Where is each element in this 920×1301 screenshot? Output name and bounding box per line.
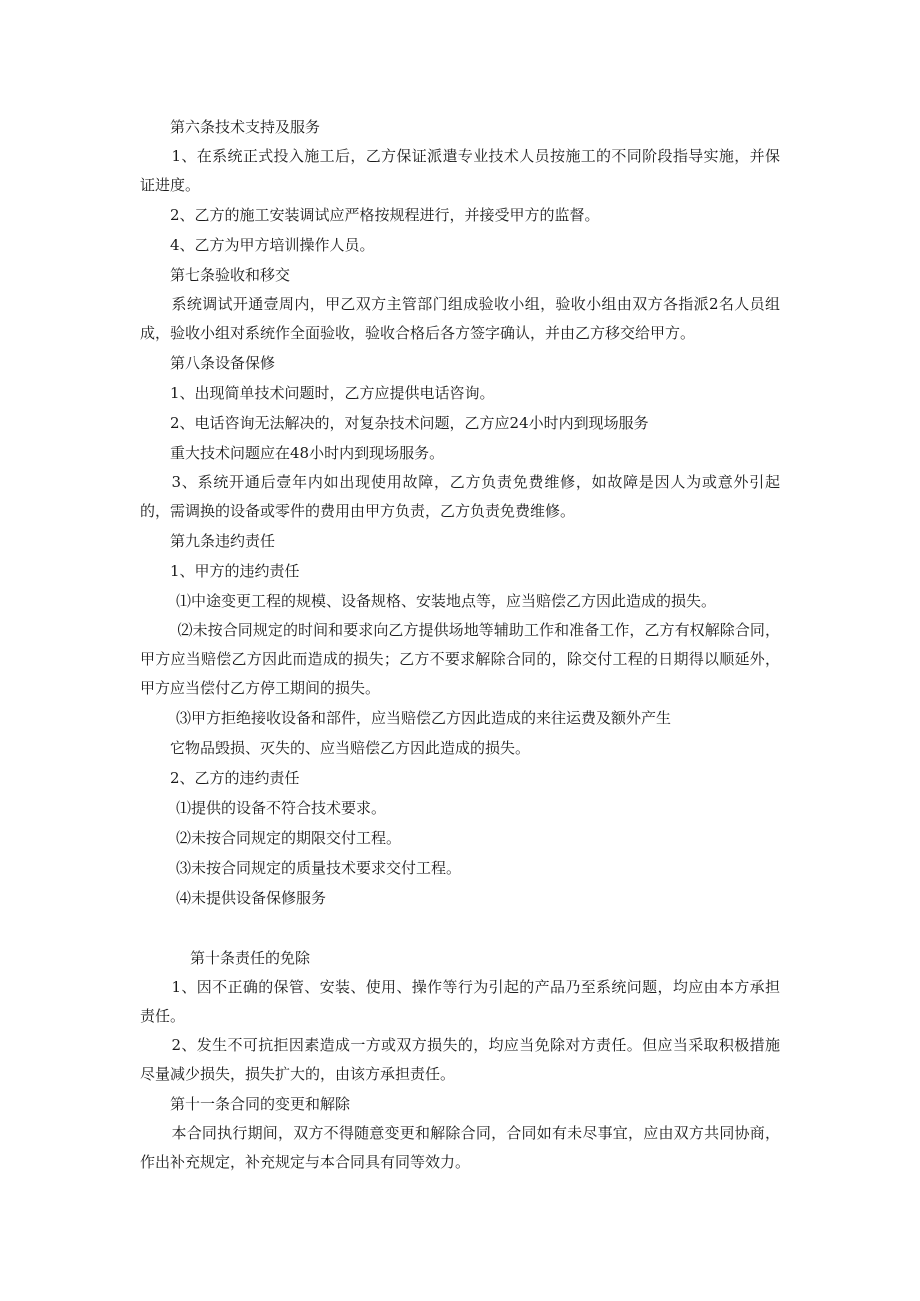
section-11-title: 第十一条合同的变更和解除 xyxy=(170,1095,351,1113)
document-body xyxy=(140,112,780,1177)
section-9-party-a-item-2: ⑵未按合同规定的时间和要求向乙方提供场地等辅助工作和准备工作，乙方有权解除合同，甲方应当赔偿乙方因此而造成的损失；乙方不要求解除合同的，除交付工程的日期得以顺延外，甲方应当偿付乙方停工期间的损失。 xyxy=(140,621,780,697)
section-9-party-a-title: 1、甲方的违约责任 xyxy=(170,562,300,580)
section-6-item-1: 1、在系统正式投入施工后，乙方保证派遣专业技术人员按施工的不同阶段指导实施，并保证进度。 xyxy=(140,147,780,194)
section-6-title: 第六条技术支持及服务 xyxy=(170,118,321,136)
section-9-party-b-title: 2、乙方的违约责任 xyxy=(170,769,300,787)
section-8-item-1: 1、出现简单技术问题时，乙方应提供电话咨询。 xyxy=(170,384,495,402)
section-7-paragraph: 系统调试开通壹周内，甲乙双方主管部门组成验收小组，验收小组由双方各指派2名人员组成，验收小组对系统作全面验收，验收合格后各方签字确认，并由乙方移交给甲方。 xyxy=(140,295,780,342)
section-9-party-b-item-3: ⑶未按合同规定的质量技术要求交付工程。 xyxy=(176,859,462,877)
section-9-party-a-item-3: ⑶甲方拒绝接收设备和部件，应当赔偿乙方因此造成的来往运费及额外产生 xyxy=(176,709,672,727)
section-11-paragraph: 本合同执行期间，双方不得随意变更和解除合同，合同如有未尽事宜，应由双方共同协商，作出补充规定，补充规定与本合同具有同等效力。 xyxy=(140,1124,780,1171)
section-10-title: 第十条责任的免除 xyxy=(190,949,311,967)
section-8-item-2-continued: 重大技术问题应在48小时内到现场服务。 xyxy=(170,444,445,462)
section-9-party-a-item-3-continued: 它物品毁损、灭失的、应当赔偿乙方因此造成的损失。 xyxy=(170,739,531,757)
section-9-party-a-item-1: ⑴中途变更工程的规模、设备规格、安装地点等，应当赔偿乙方因此造成的损失。 xyxy=(176,592,717,610)
section-6-item-4: 4、乙方为甲方培训操作人员。 xyxy=(170,236,375,254)
section-6-item-2: 2、乙方的施工安装调试应严格按规程进行，并接受甲方的监督。 xyxy=(170,206,600,224)
section-8-item-2: 2、电话咨询无法解决的，对复杂技术问题，乙方应24小时内到现场服务 xyxy=(170,414,649,432)
section-8-item-3: 3、系统开通后壹年内如出现使用故障，乙方负责免费维修，如故障是因人为或意外引起的，需调换的设备或零件的费用由甲方负责，乙方负责免费维修。 xyxy=(140,473,780,520)
section-8-title: 第八条设备保修 xyxy=(170,354,276,372)
section-spacer xyxy=(170,913,780,943)
section-10-item-1: 1、因不正确的保管、安装、使用、操作等行为引起的产品乃至系统问题，均应由本方承担责任。 xyxy=(140,978,780,1025)
section-10-item-2: 2、发生不可抗拒因素造成一方或双方损失的，均应当免除对方责任。但应当采取积极措施尽量减少损失，损失扩大的，由该方承担责任。 xyxy=(140,1036,780,1083)
section-9-party-b-item-4: ⑷未提供设备保修服务 xyxy=(176,889,327,907)
section-7-title: 第七条验收和移交 xyxy=(170,266,291,284)
section-9-title: 第九条违约责任 xyxy=(170,532,276,550)
section-9-party-b-item-1: ⑴提供的设备不符合技术要求。 xyxy=(176,799,387,817)
section-9-party-b-item-2: ⑵未按合同规定的期限交付工程。 xyxy=(176,829,402,847)
